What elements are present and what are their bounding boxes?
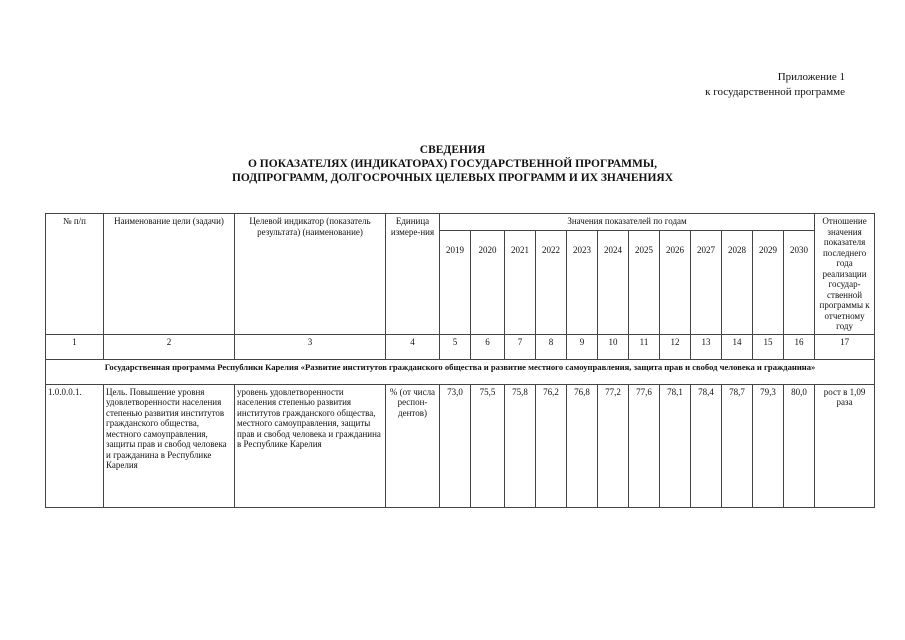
title-line-2: О ПОКАЗАТЕЛЯХ (ИНДИКАТОРАХ) ГОСУДАРСТВЕННОЙ ПРОГРАММЫ,: [247, 158, 657, 170]
year-header: 2024: [598, 231, 629, 334]
column-number: 11: [629, 334, 660, 359]
row-value-2022: 76,2: [536, 384, 567, 507]
year-header: 2028: [722, 231, 753, 334]
year-header: 2019: [440, 231, 471, 334]
header-indicator: Целевой индикатор (показатель результата) (наименование): [235, 214, 386, 335]
row-value-2028: 78,7: [722, 384, 753, 507]
row-indicator: уровень удовлетворенности населения степенью развития институтов гражданского общества, местного самоуправления, защиты прав и свобод человека и гражданина в Республике Карелия: [235, 384, 386, 507]
column-number-row: [46, 334, 875, 359]
appendix-line-2: к государственной программе: [705, 86, 845, 98]
row-value-2020: 75,5: [471, 384, 505, 507]
row-value-2027: 78,4: [691, 384, 722, 507]
row-value-2025: 77,6: [629, 384, 660, 507]
row-ratio: рост в 1,09 раза: [815, 384, 875, 507]
row-value-2029: 79,3: [753, 384, 784, 507]
row-value-2026: 78,1: [660, 384, 691, 507]
appendix-note: [585, 70, 845, 100]
column-number: 9: [567, 334, 598, 359]
header-num: № п/п: [46, 214, 104, 335]
column-number: 2: [104, 334, 235, 359]
title-line-1: СВЕДЕНИЯ: [419, 144, 486, 156]
document-title: [0, 143, 905, 185]
header-ratio: Отношение значения показателя последнего года реализации государ-ственной программы к отчетному году: [815, 214, 875, 335]
year-header: 2029: [753, 231, 784, 334]
title-line-3: ПОДПРОГРАММ, ДОЛГОСРОЧНЫХ ЦЕЛЕВЫХ ПРОГРАММ И ИХ ЗНАЧЕНИЯХ: [231, 172, 674, 184]
program-title-row: Государственная программа Республики Карелия «Развитие институтов гражданского общества и развитие местного самоуправления, защита прав и свобод человека и гражданина»: [46, 359, 875, 384]
row-value-2019: 73,0: [440, 384, 471, 507]
column-number: 10: [598, 334, 629, 359]
column-number: 5: [440, 334, 471, 359]
column-number: 3: [235, 334, 386, 359]
column-number: 4: [386, 334, 440, 359]
row-goal: Цель. Повышение уровня удовлетворенности населения степенью развития институтов гражданского общества, местного самоуправления, защиты прав и свобод человека и гражданина в Республике Карелия: [104, 384, 235, 507]
row-value-2030: 80,0: [784, 384, 815, 507]
header-values-by-year: Значения показателей по годам: [440, 214, 815, 231]
year-header: 2023: [567, 231, 598, 334]
row-value-2021: 75,8: [505, 384, 536, 507]
row-value-2024: 77,2: [598, 384, 629, 507]
year-header: 2020: [471, 231, 505, 334]
column-number: 12: [660, 334, 691, 359]
table-row: [46, 384, 875, 507]
year-header: 2027: [691, 231, 722, 334]
year-header: 2026: [660, 231, 691, 334]
year-header: 2025: [629, 231, 660, 334]
column-number: 17: [815, 334, 875, 359]
indicators-table: [45, 213, 875, 508]
column-number: 13: [691, 334, 722, 359]
column-number: 16: [784, 334, 815, 359]
header-unit: Единица измере-ния: [386, 214, 440, 335]
column-number: 8: [536, 334, 567, 359]
column-number: 1: [46, 334, 104, 359]
year-header: 2022: [536, 231, 567, 334]
year-header: 2021: [505, 231, 536, 334]
column-number: 6: [471, 334, 505, 359]
appendix-line-1: Приложение 1: [777, 71, 845, 83]
year-header: 2030: [784, 231, 815, 334]
column-number: 15: [753, 334, 784, 359]
row-num: 1.0.0.0.1.: [46, 384, 104, 507]
row-unit: % (от числа респон-дентов): [386, 384, 440, 507]
header-goal: Наименование цели (задачи): [104, 214, 235, 335]
column-number: 7: [505, 334, 536, 359]
row-value-2023: 76,8: [567, 384, 598, 507]
column-number: 14: [722, 334, 753, 359]
